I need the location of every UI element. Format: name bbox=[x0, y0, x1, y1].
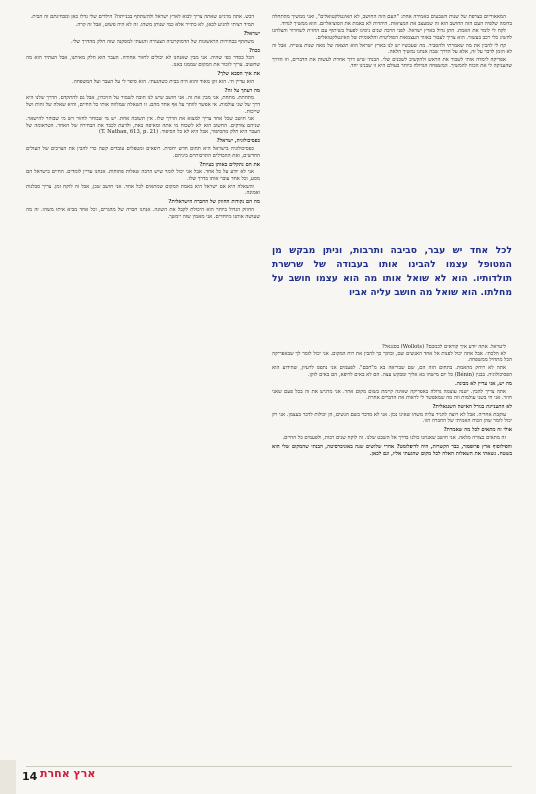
magazine-brand: ארץ אחרת bbox=[40, 767, 96, 780]
paragraph: עוקבת אחריה. אבל לא רוצה להגיד עליה משהו שאינו נכון. אני לא מדבר בשם הנשים, הן יכולות לדבר בעצמן. אני רק יכול לומר שהן הכוח האמיתי של החברה הזו. bbox=[272, 411, 512, 425]
paragraph: אתה לא רוחק מהאמת. בתחום הזה הם, שם שבריאה בא מ"חכם". לפעמים אני נתפס לרעיון, שהידוע הוא הפסיכולוגיה. בבנין (Bénin) כל יום מישהו בא אליך ומבקש עצה. הם לא באים לרופא, הם באים לזקן. bbox=[272, 365, 512, 378]
paragraph: המאאוריום בצרפת של שנות השבעים באמירה אחת: "העם הזה החושב, לא האינטלקטואלים", ואני ממשיך מהתחלה בדומה שלפיה העם הזה החושב הוא זה שמעצב את המציאות. היהדות לא באמת את הסוציאליזם. הוא ממשיך לנדוד. bbox=[272, 14, 512, 27]
paragraph: אני לא יודע על כל אחד. אבל אני יכול לומר שיש הרבה שאלות פתוחות. אנחנו עדיין לומדים. החיים בישראל הם מסע, וכל אחד עובר אותו בדרך שלו. bbox=[26, 169, 260, 182]
paragraph: קח לי להבין את מה שאמרתי ולהסביר. מה שעכשיו יש לנו בארץ ישראל הוא תוצאה של מאה שנות עשייה. אבל זה לא הזמן לדבר על זה, אלא על הדרך שבה אנחנו נמשיך הלאה. bbox=[272, 42, 512, 56]
interview-question: לא התעניינת בגורל האישה השנגאלית? bbox=[432, 404, 512, 411]
paragraph: משתתף בבחירות הראשונות של הדמוקרטיה הצעירה והגעתי למסקנה שזה חלק מהדרך שלי. bbox=[70, 38, 254, 45]
footer-rule bbox=[26, 766, 512, 767]
interview-question: מה הם נקודות החוזק של החברה הישראלית? bbox=[168, 199, 260, 206]
paragraph: ליטראל. אתה יודע איך קוראים לכמכם? (Wollots) בסנגאל? bbox=[381, 344, 506, 350]
paragraph: לא הלכתי. אבל אתה יכול לפנות אל אחד האנשים שם, ובתוך כך להבין את רוח המקום. אני יכול לומר לך שבאפריקה הכל מתחיל ממשפחה. bbox=[272, 350, 512, 364]
interview-question: מה דעתך על זה? bbox=[224, 87, 260, 94]
interview-question: את הם נתקלים באותן בעיות? bbox=[199, 161, 260, 168]
right-column-top bbox=[272, 14, 512, 242]
interview-question: את איך הסבא שלך? bbox=[217, 70, 260, 77]
page-number: 14 bbox=[22, 770, 38, 783]
paragraph: אפריקה לימדה אותי לשבור את הראש ולהקשיב לשכנים שלי. הבנתי שיש דרך אחרת לעשות את הדברים, וזו הדרך שהעניקה לי את הכוח להמשיך. המשפחה הגדולה ביותר בעולם היא זו שבנינו יחד. bbox=[272, 56, 512, 70]
left-column bbox=[26, 14, 260, 760]
pull-quote: לכל אחד יש עבר, סביבה ותרבות, וניתן מבקש מן המטופל עצמו להבינו אותו בעבודה של שרשרת תולדותיו. הוא לא שואל אותו מה הוא עצמו חושב על מחלתו. הוא שואל מה חושב עליה אביו bbox=[272, 245, 512, 298]
right-column bbox=[272, 14, 512, 760]
paragraph: החוזק הגדול ביותר הוא היכולת לקבל את השונה. אנחנו חברה של מהגרים, וכל אחד מביא איתו משהו. זה מה שעושה אותנו מיוחדים. אני מאמין שזה יימשך. bbox=[26, 207, 260, 220]
paragraph: אתה צריך להבין. ישנה עוצמה גדולה באפריקה שאינה קיימת בשום מקום אחר. אני מרגיש את זה בכל פעם שאני חוזר. אני חי בשני עולמות וזה מה שמאפשר לי לראות את הדברים אחרת. bbox=[272, 388, 512, 402]
paragraph: זה מתאים בצורה מלאה. אני חושב שאנחנו כולנו בדרך אל השבט שלנו. זה לוקח שנים רבות, ולפעמים כל החיים. bbox=[282, 435, 506, 442]
paragraph: אני חושב שכל אחד צריך למצוא את הדרך שלו. אין תשובה אחת. יש מי שבוחר לחזור ויש מי שבוחר להישאר. שניהם צודקים. החשוב הוא לא לשכוח מי אתה ומאיפה באת, ולדעת לכבד את הבחירה של האחר. הטראומה של העבר היא חלק מהסיפור, אבל היא לא כל הסיפור. (T. Nathan, 613, p. 21) bbox=[26, 116, 260, 136]
interview-question: מה יש, אני עדיין לא מבינה. bbox=[455, 380, 512, 387]
interview-question: והפילוסוף ארץ פרופסור, כבר הקשרות, היה לדיפלומט? אחרי שלושים שנה באוניברסיטה, הבנתי שהמקום שלי הוא בשטח. נשאתי את השאלות האלה לכל מקום שהגעתי אליו, וגם לכאן. bbox=[272, 444, 512, 457]
paragraph: כפסיכולוגיה בישראל היא תחום חדש יחסית. רופאים ומטפלים עובדים קשה כדי להבין את הצרכים של העולים החדשים, ואת ההבדלים התרבותיים ביניהם. bbox=[26, 146, 260, 159]
interview-question: אולי זה מתאים לכל מה שאמרת? bbox=[443, 427, 512, 434]
paragraph: דבש. אתה מרגיש שאתה צריך לבוא לארץ ישראל ולהשתתף בבנייתה? הילדים שלי גדלו כאן ומבחינתם זה הבית. bbox=[30, 14, 254, 20]
paragraph: לקח לי לומר את האמת. חתן גדול בארץ ישראל. לפני הרבה שנים ניסינו לפעול בשיתוף עם החזית לשחרור והצלחנו להשיג כלי רכב בעשור. הוא צריך לעבור באזור העצמאות הפוליטית והלאומית של האינטלקטואלים. bbox=[272, 28, 512, 41]
right-column-bottom bbox=[272, 344, 512, 760]
paragraph: הכל בסדר כפי שהיה. אני מבין שאנחנו לא יכולים לחזור אחורה. העבר הוא חלק מאיתנו, אבל העתיד הוא מה שחשוב. צריך לזכור את המקום שממנו באנו. bbox=[26, 55, 260, 68]
interview-question: ישראל? bbox=[243, 30, 260, 37]
interview-question: ככה? bbox=[248, 47, 260, 54]
page-footer bbox=[0, 760, 536, 794]
paragraph: הוא עדיין חי. הוא זקן מאוד והוא היה בבית כשהגעתי. הוא סיפר לי על העבר ועל המשפחה. bbox=[72, 78, 254, 85]
page-edge-tab bbox=[0, 760, 16, 794]
paragraph: והשאלה היא אם ישראל היא באמת המקום שמתאים לכל אחד. אני חושב שכן, אבל זה לוקח זמן. צריך סבלנות ואמונה. bbox=[26, 183, 260, 197]
paragraph: תמיד רציתי להגיע לכאן, לא כתייר אלא כמי שנותן משהו. זה לא היה פשוט, אבל זה קרה. bbox=[75, 21, 254, 28]
paragraph: מתחתת. מתחת, אני מבין את זה. אני חושב שיש לנו חובה לשמור על הזיכרון, אבל גם להתקדם. הדרך שלנו היא דרך של שני עולמות. אי אפשר לוותר על אף אחד מהם. זו השאלה שמלווה אותי כל החיים, והיא שאלה של זהות ושל שייכות. bbox=[26, 95, 260, 115]
interview-question: כפסיכולוגיה, ישראל? bbox=[216, 138, 260, 145]
